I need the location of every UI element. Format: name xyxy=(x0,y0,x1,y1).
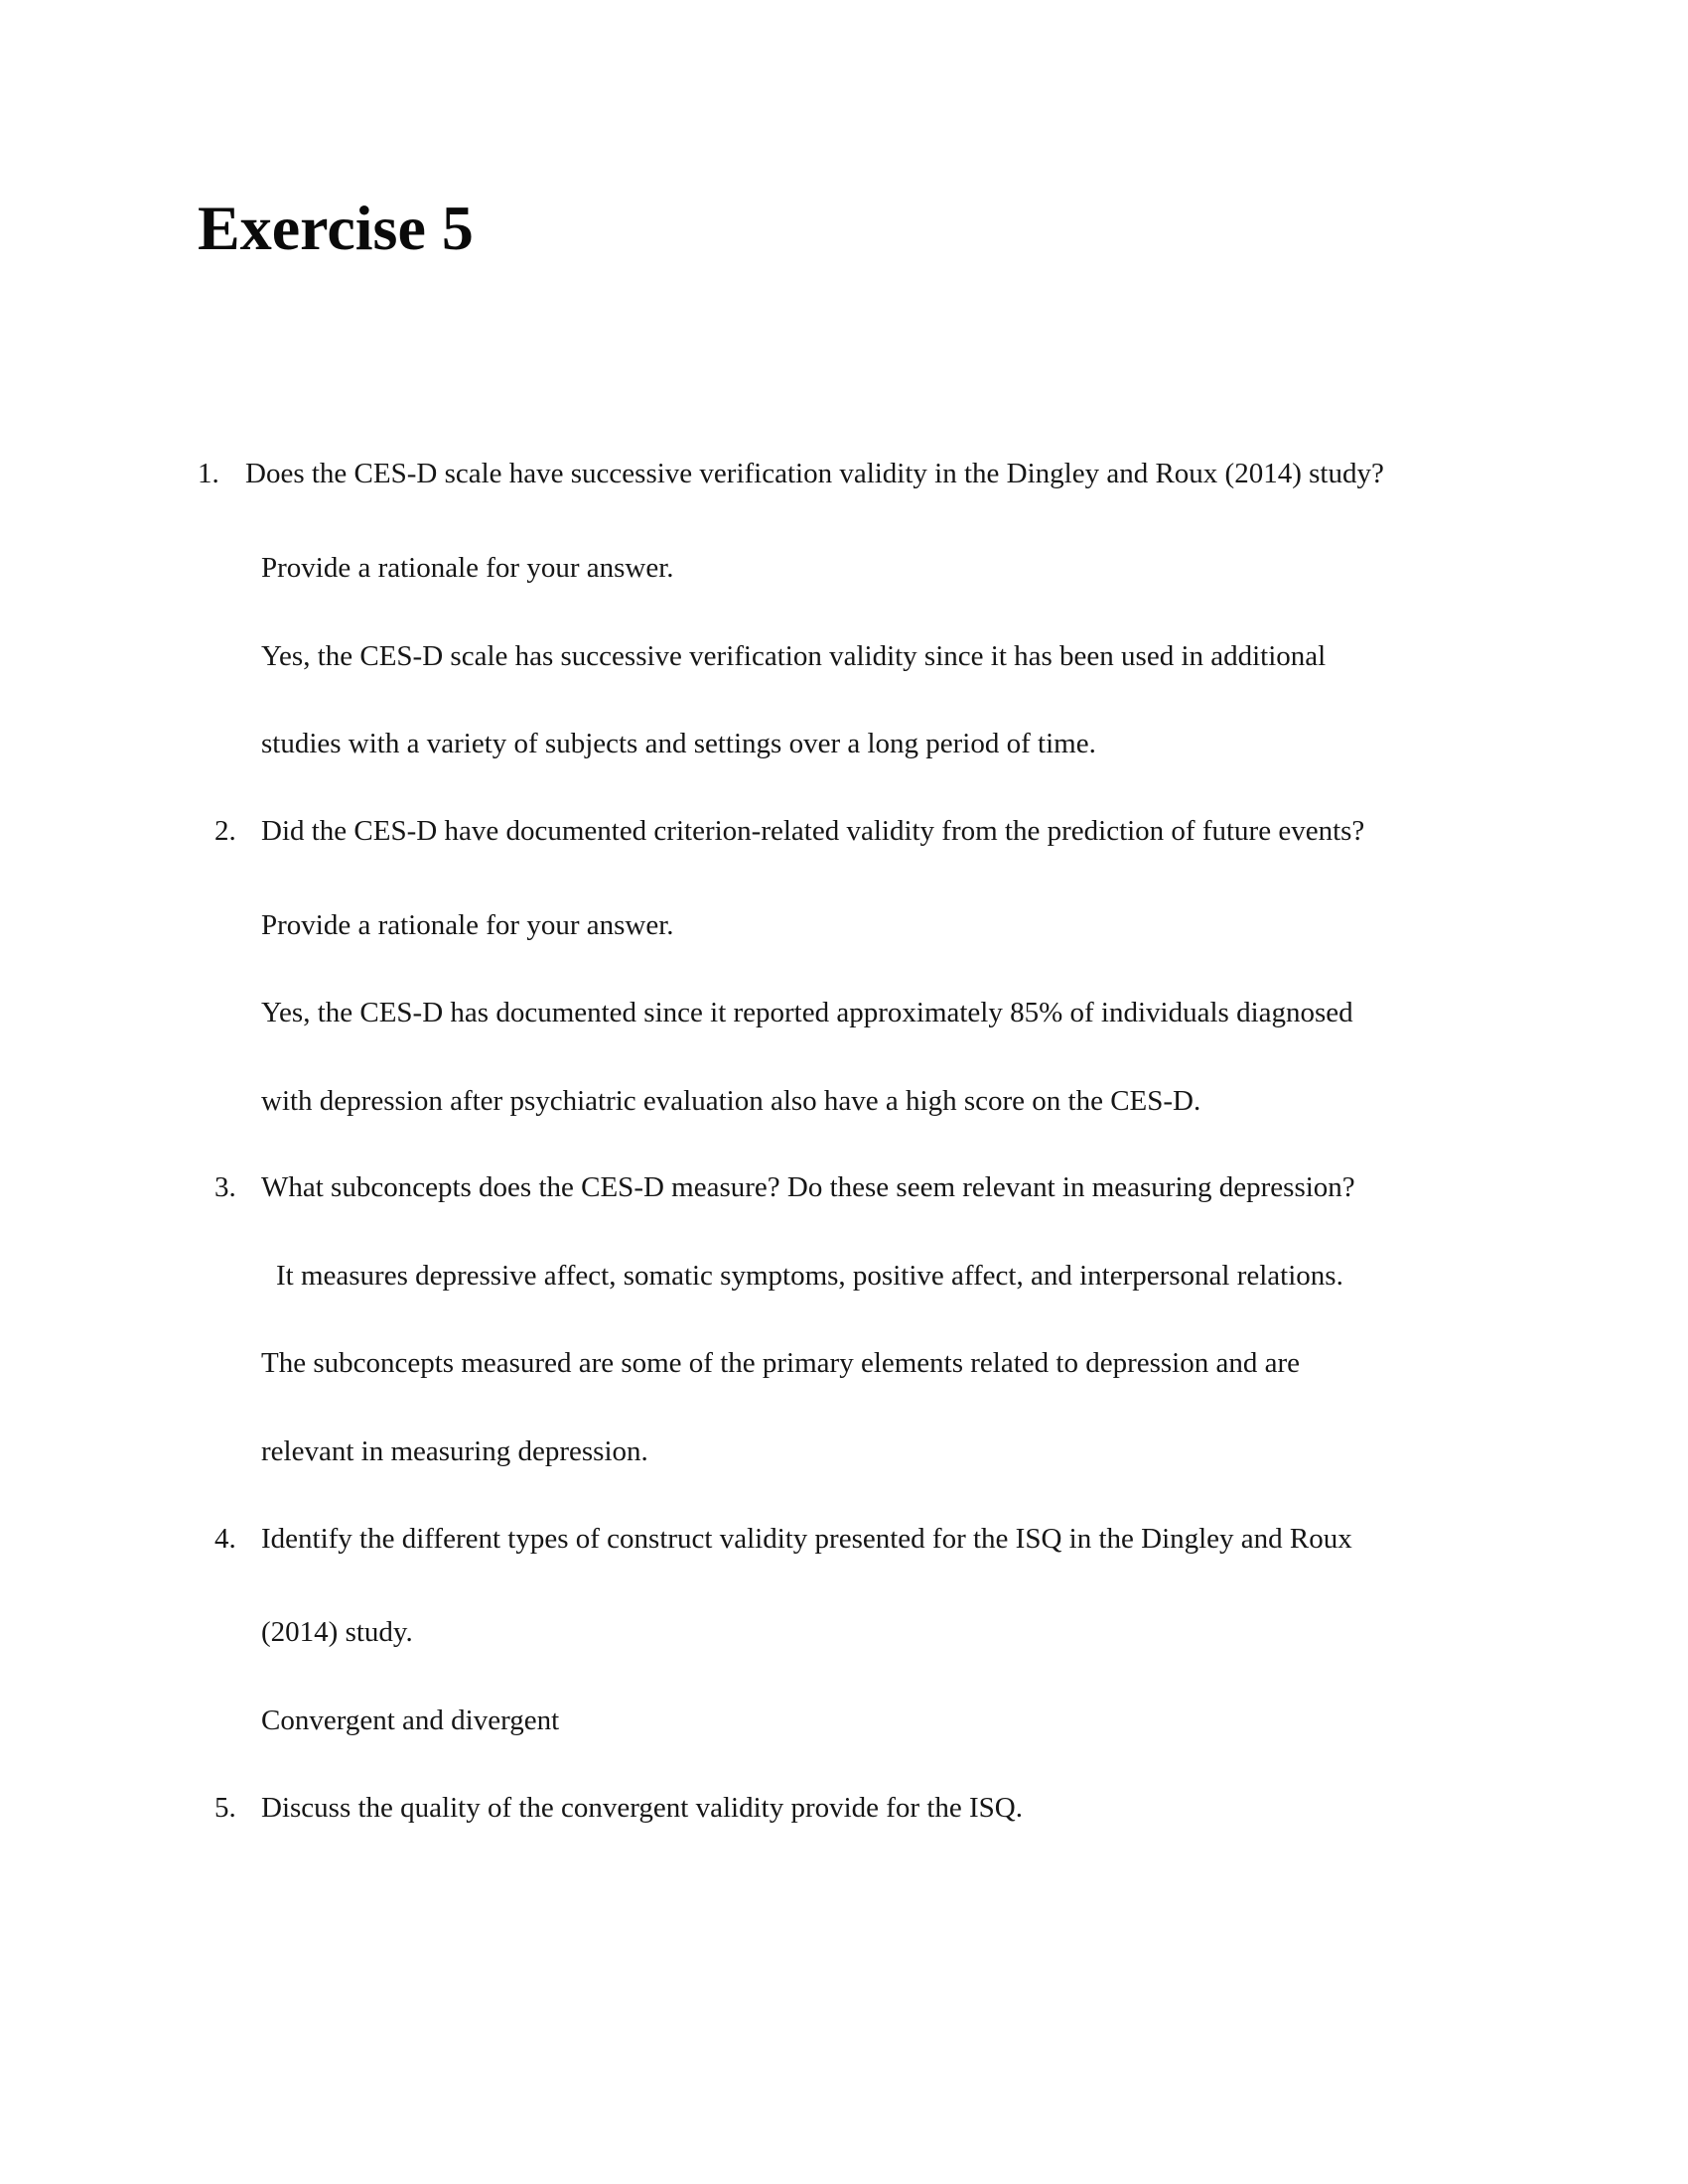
question-4-text-line-1: Identify the different types of construct validity presented for the ISQ in the Dingley and Roux xyxy=(261,1523,1352,1555)
question-2-number: 2. xyxy=(214,815,236,847)
question-3-answer-line-2: The subconcepts measured are some of the primary elements related to depression and are xyxy=(261,1347,1301,1379)
question-2-text: Did the CES-D have documented criterion-related validity from the prediction of future events? xyxy=(261,815,1365,847)
question-3-answer-line-1: It measures depressive affect, somatic symptoms, positive affect, and interpersonal relations. xyxy=(276,1260,1343,1292)
question-1-answer-line-1: Yes, the CES-D scale has successive verification validity since it has been used in additional xyxy=(261,640,1327,672)
question-3-answer-line-3: relevant in measuring depression. xyxy=(261,1435,648,1467)
question-3-number: 3. xyxy=(214,1171,236,1203)
question-5-text: Discuss the quality of the convergent validity provide for the ISQ. xyxy=(261,1792,1023,1824)
question-4-text-line-2: (2014) study. xyxy=(261,1616,413,1648)
question-1-answer-line-2: studies with a variety of subjects and settings over a long period of time. xyxy=(261,728,1096,759)
page-title: Exercise 5 xyxy=(198,193,474,263)
question-2-prompt: Provide a rationale for your answer. xyxy=(261,909,674,941)
question-2-answer-line-2: with depression after psychiatric evaluation also have a high score on the CES-D. xyxy=(261,1085,1201,1117)
question-2-answer-line-1: Yes, the CES-D has documented since it reported approximately 85% of individuals diagnosed xyxy=(261,997,1353,1028)
question-5-number: 5. xyxy=(214,1792,236,1824)
question-4-number: 4. xyxy=(214,1523,236,1555)
question-1-text: Does the CES-D scale have successive verification validity in the Dingley and Roux (2014) study? xyxy=(245,458,1384,489)
question-1-number: 1. xyxy=(198,458,219,489)
question-3-text: What subconcepts does the CES-D measure? Do these seem relevant in measuring depression? xyxy=(261,1171,1355,1203)
question-4-answer-line-1: Convergent and divergent xyxy=(261,1705,560,1736)
question-1-prompt: Provide a rationale for your answer. xyxy=(261,552,674,584)
